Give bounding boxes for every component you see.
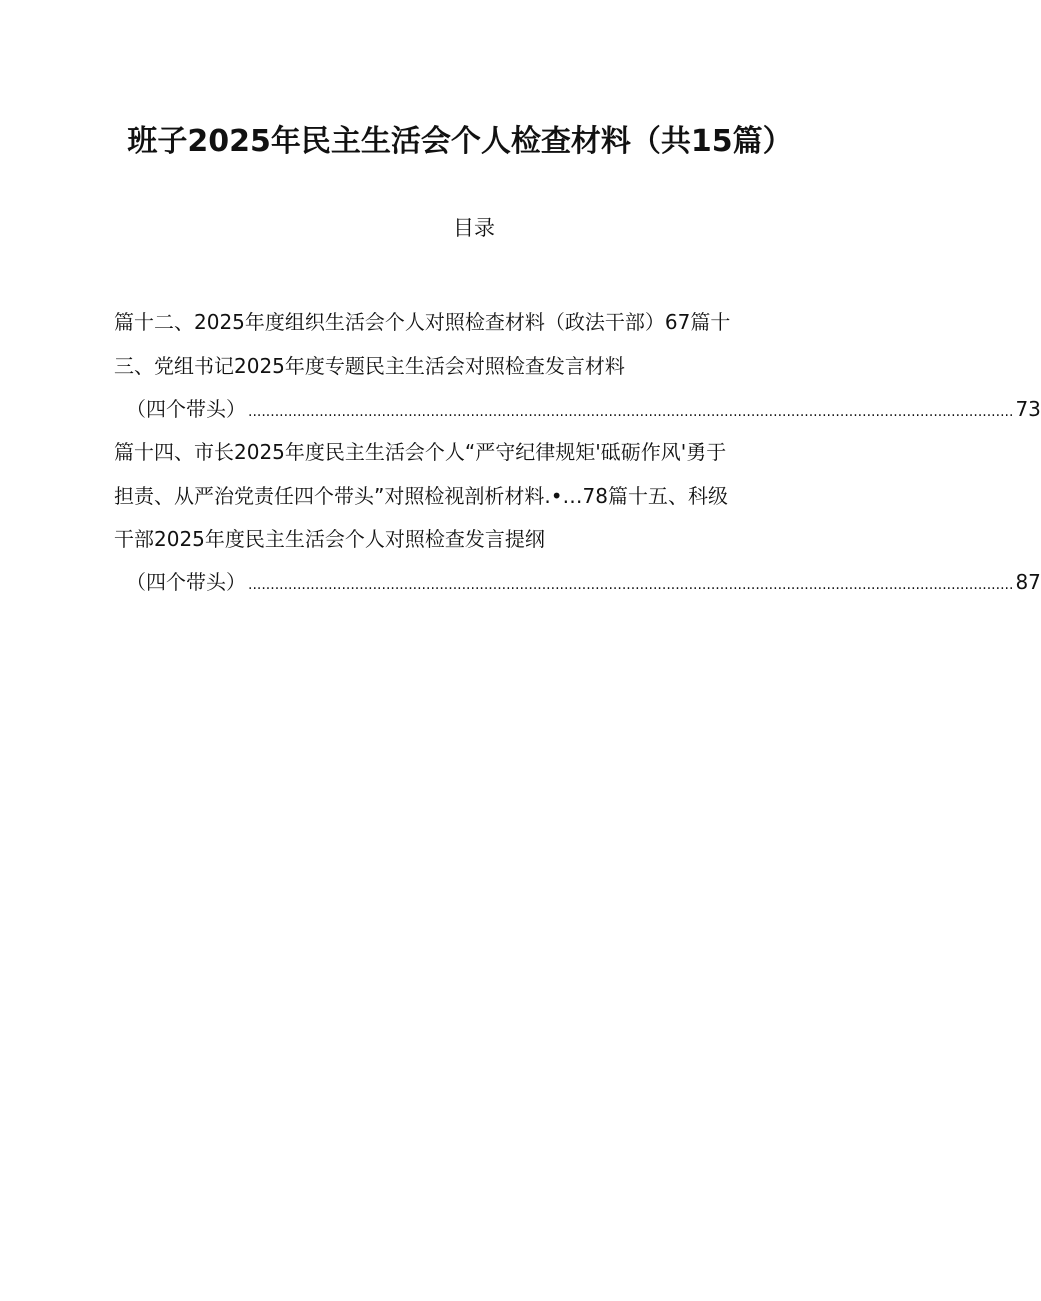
toc-line: 篇十四、市长2025年度民主生活会个人“严守纪律规矩'砥砺作风'勇于 (114, 440, 727, 464)
toc-entry-dotted (126, 562, 1041, 605)
document-title: 班子2025年民主生活会个人检查材料（共15篇） (127, 124, 793, 159)
toc-line: 干部2025年度民主生活会个人对照检查发言提纲 (114, 527, 545, 551)
toc-heading: 目录 (453, 216, 495, 240)
leader-dots: ............................................................................................................................................................................ (248, 404, 1014, 420)
toc-entry-label: （四个带头） (126, 397, 246, 421)
leader-dots: ............................................................................................................................................................................ (248, 577, 1014, 593)
toc-page-number: 73 (1015, 397, 1041, 421)
toc-entry-dotted (126, 389, 1041, 432)
toc-page-number: 87 (1015, 570, 1041, 594)
toc-line: 担责、从严治党责任四个带头”对照检视剖析材料.•…78篇十五、科级 (114, 484, 728, 508)
toc-line: 篇十二、2025年度组织生活会个人对照检查材料（政法干部）67篇十 (114, 310, 731, 334)
toc-entry-label: （四个带头） (126, 570, 246, 594)
toc-line: 三、党组书记2025年度专题民主生活会对照检查发言材料 (114, 354, 625, 378)
